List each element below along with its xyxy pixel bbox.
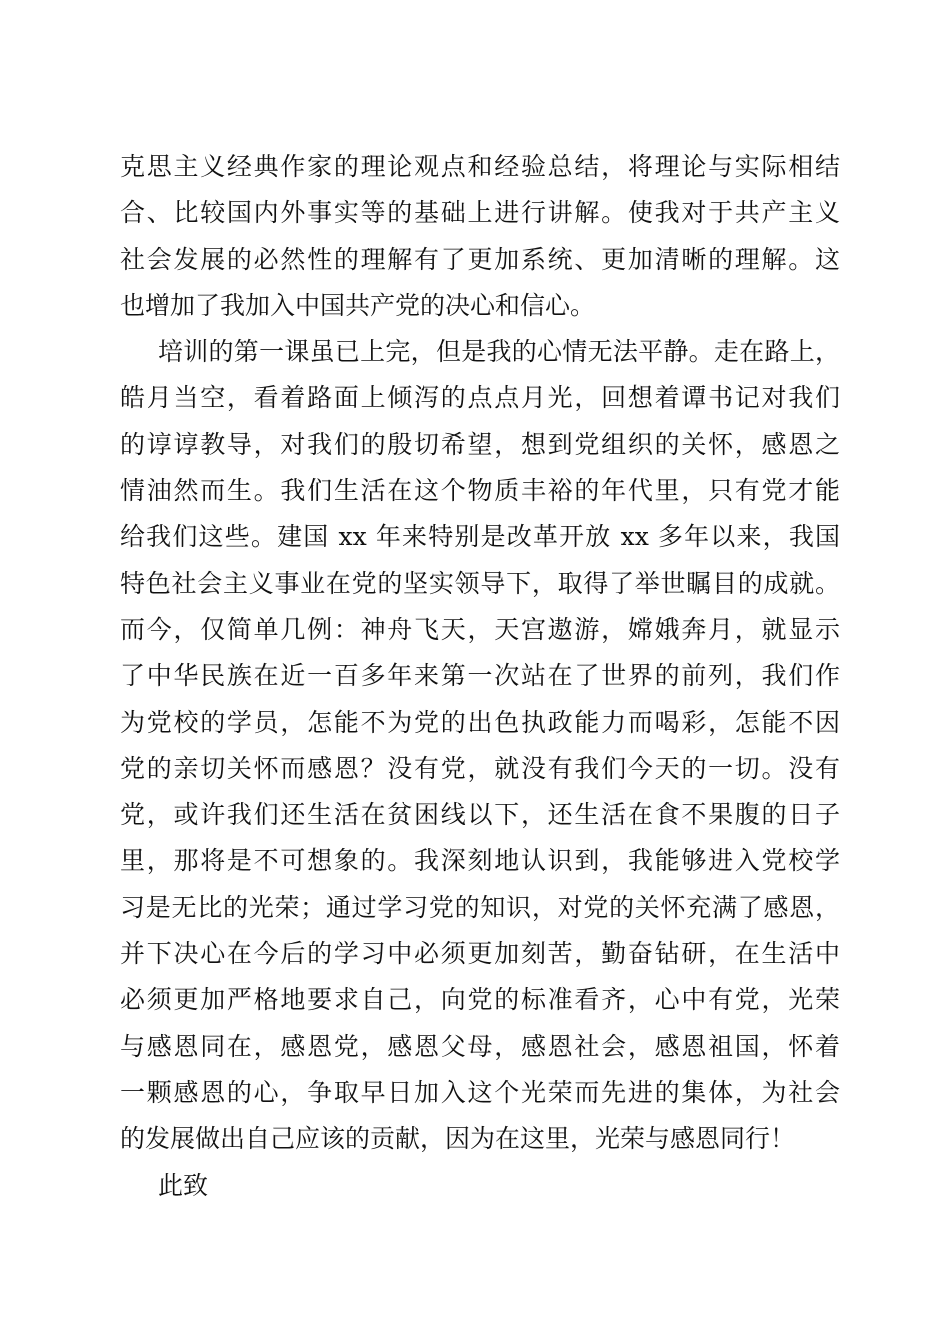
text-line: 培训的第一课虽已上完，但是我的心情无法平静。走在路上， (158, 337, 840, 367)
text-line: 习是无比的光荣；通过学习党的知识，对党的关怀充满了感恩， (120, 892, 840, 922)
text-line: 克思主义经典作家的理论观点和经验总结，将理论与实际相结 (120, 152, 840, 181)
text-line: 并下决心在今后的学习中必须更加刻苦，勤奋钻研，在生活中 (120, 939, 840, 969)
paragraph-2 (120, 329, 840, 1162)
text-line: 皓月当空，看着路面上倾泻的点点月光，回想着谭书记对我们 (120, 383, 840, 413)
text-line: 也增加了我加入中国共产党的决心和信心。 (120, 290, 596, 320)
closing-salutation: 此致 (158, 1170, 209, 1200)
text-line: 社会发展的必然性的理解有了更加系统、更加清晰的理解。这 (120, 244, 840, 274)
text-line: 而今，仅简单几例：神舟飞天，天宫遨游，嫦娥奔月，就显示 (120, 614, 840, 644)
text-line: 情油然而生。我们生活在这个物质丰裕的年代里，只有党才能 (120, 476, 840, 506)
text-line: 里，那将是不可想象的。我深刻地认识到，我能够进入党校学 (120, 846, 840, 876)
text-line: 的谆谆教导，对我们的殷切希望，想到党组织的关怀，感恩之 (120, 429, 840, 459)
text-line: 必须更加严格地要求自己，向党的标准看齐，心中有党，光荣 (120, 985, 840, 1015)
text-line: 的发展做出自己应该的贡献，因为在这里，光荣与感恩同行！ (120, 1124, 796, 1154)
paragraph-1 (120, 144, 840, 329)
text-line: 给我们这些。建国 xx 年来特别是改革开放 xx 多年以来，我国 (120, 522, 840, 552)
text-line: 为党校的学员，怎能不为党的出色执政能力而喝彩，怎能不因 (120, 707, 840, 737)
text-line: 党的亲切关怀而感恩？没有党，就没有我们今天的一切。没有 (120, 753, 840, 783)
text-line: 了中华民族在近一百多年来第一次站在了世界的前列，我们作 (120, 661, 840, 691)
letter-body (120, 144, 840, 1209)
text-line: 党，或许我们还生活在贫困线以下，还生活在食不果腹的日子 (120, 800, 840, 830)
text-line: 合、比较国内外事实等的基础上进行讲解。使我对于共产主义 (120, 198, 840, 228)
text-line: 一颗感恩的心，争取早日加入这个光荣而先进的集体，为社会 (120, 1077, 840, 1107)
text-line: 特色社会主义事业在党的坚实领导下，取得了举世瞩目的成就。 (120, 568, 840, 598)
text-line: 与感恩同在，感恩党，感恩父母，感恩社会，感恩祖国，怀着 (120, 1031, 840, 1061)
